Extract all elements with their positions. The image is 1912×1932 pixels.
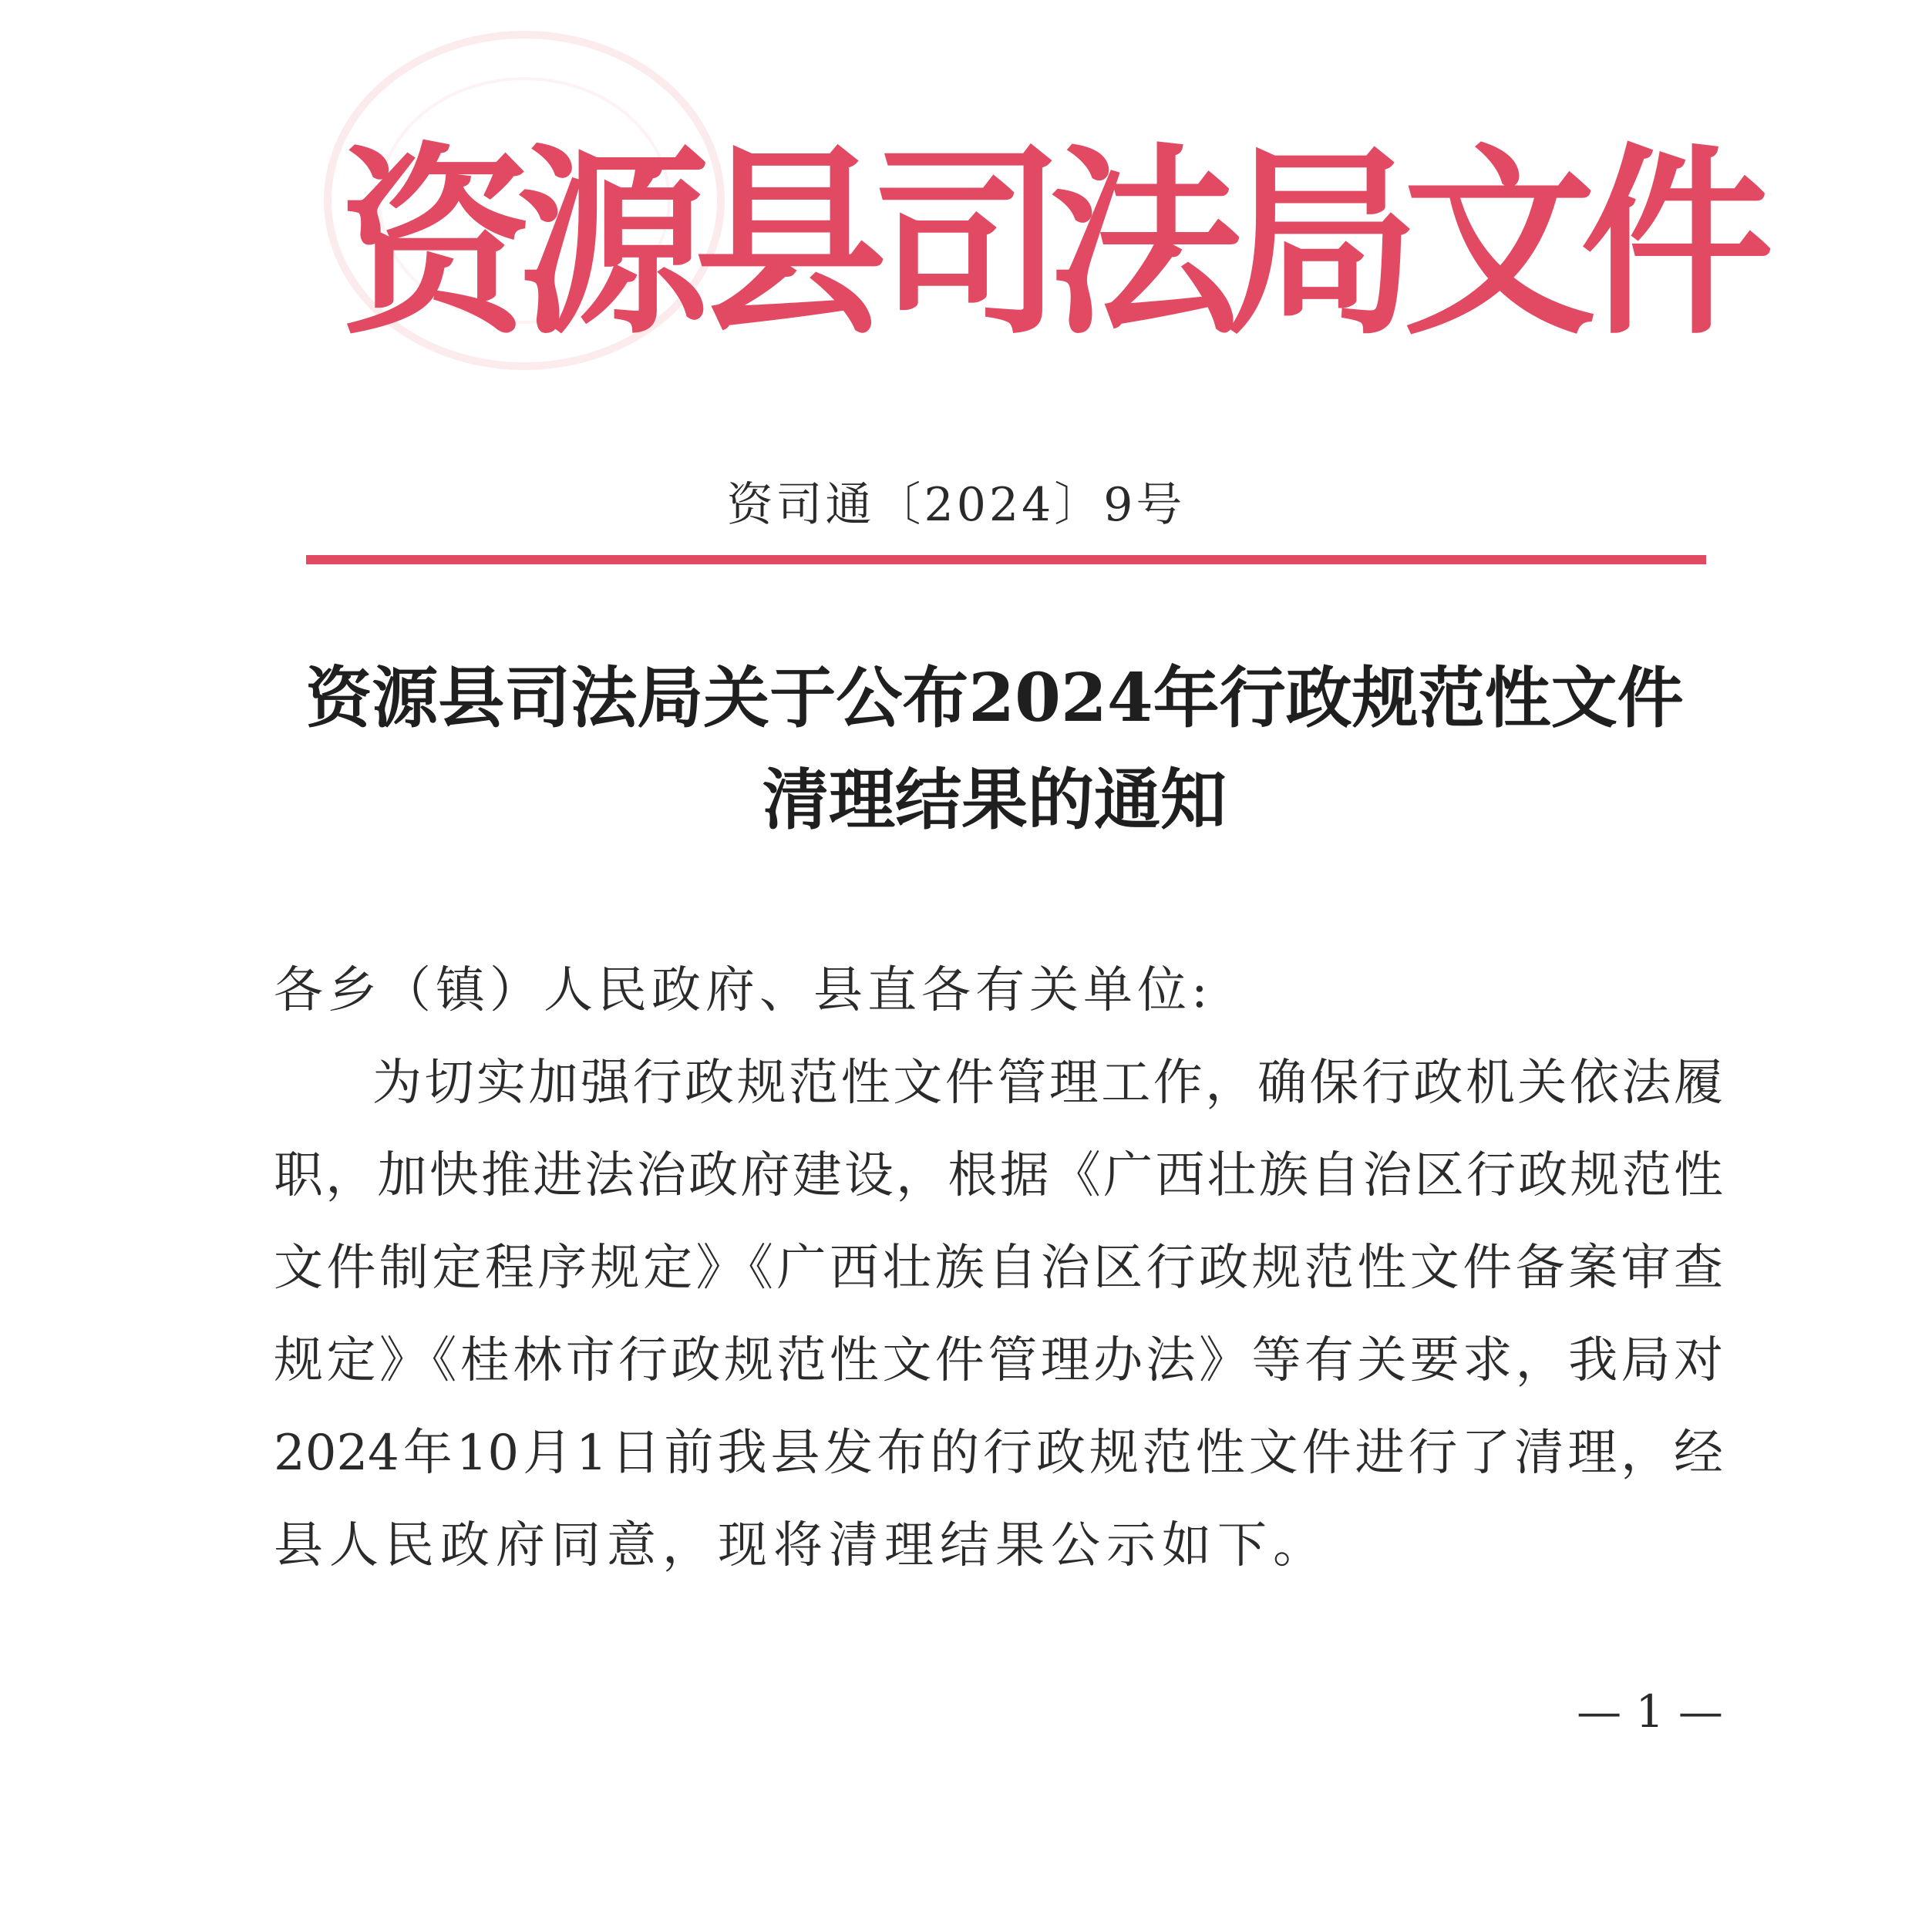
body-line: 职，加快推进法治政府建设，根据《广西壮族自治区行政规范性 xyxy=(274,1147,1723,1204)
body-line: 规定》《桂林市行政规范性文件管理办法》等有关要求，我局对 xyxy=(274,1332,1723,1389)
addressee-line: 各乡（镇）人民政府、县直各有关单位: xyxy=(274,962,1213,1019)
issuer-title-char: 件 xyxy=(1580,123,1773,362)
issuer-title xyxy=(339,123,1773,362)
issuer-title-char: 法 xyxy=(1049,123,1241,362)
page-number: — 1 — xyxy=(1577,1685,1723,1738)
issuer-title-char: 县 xyxy=(694,123,887,362)
notice-title xyxy=(262,648,1727,851)
issuer-title-char: 文 xyxy=(1403,123,1596,362)
body-line: 2024年10月1日前我县发布的行政规范性文件进行了清理，经 xyxy=(274,1425,1723,1482)
document-number: 资司通〔2024〕9号 xyxy=(726,478,1186,532)
notice-title-line: 清理结果的通知 xyxy=(762,761,1227,839)
notice-title-line: 资源县司法局关于公布2024年行政规范性文件 xyxy=(305,659,1684,737)
body-paragraph xyxy=(274,1048,1723,1604)
body-line: 文件制定程序规定》《广西壮族自治区行政规范性文件备案审查 xyxy=(274,1240,1723,1297)
issuer-title-char: 局 xyxy=(1226,123,1419,362)
body-line: 为切实加强行政规范性文件管理工作，确保行政机关依法履 xyxy=(372,1055,1723,1112)
issuer-title-char: 资 xyxy=(339,123,532,362)
red-divider-rule xyxy=(306,555,1706,564)
body-line: 县人民政府同意，现将清理结果公示如下。 xyxy=(274,1517,1328,1574)
issuer-title-char: 司 xyxy=(871,123,1064,362)
issuer-title-char: 源 xyxy=(517,123,709,362)
